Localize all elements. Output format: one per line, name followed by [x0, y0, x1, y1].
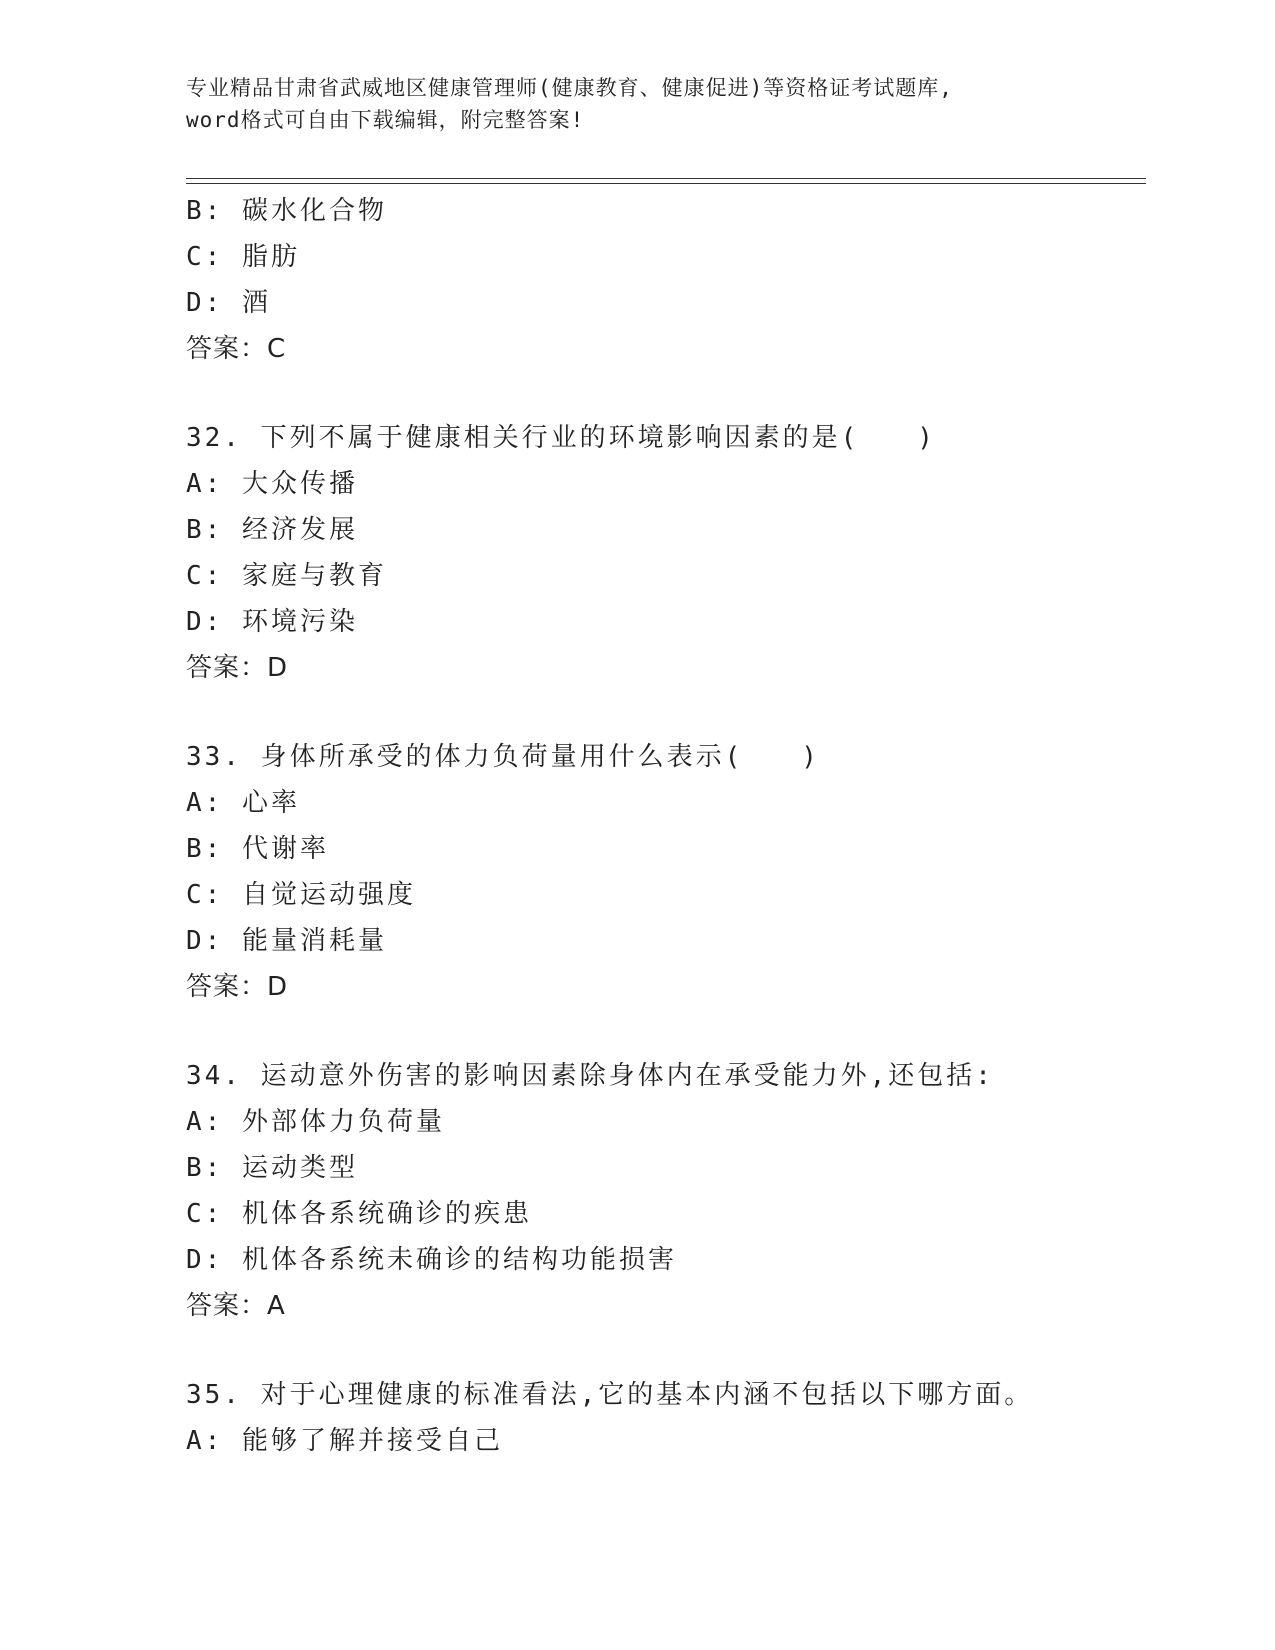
- option-a: A: 心率: [186, 788, 300, 818]
- header-divider-top: [186, 178, 1146, 179]
- question-stem: 35. 对于心理健康的标准看法,它的基本内涵不包括以下哪方面。: [186, 1380, 1034, 1410]
- question-stem: 34. 运动意外伤害的影响因素除身体内在承受能力外,还包括:: [186, 1061, 994, 1091]
- question-stem: 33. 身体所承受的体力负荷量用什么表示( ): [186, 742, 820, 772]
- option-b: B: 碳水化合物: [186, 196, 387, 226]
- answer-line: 答案：A: [186, 1291, 286, 1321]
- answer-line: 答案：D: [186, 972, 289, 1002]
- option-b: B: 代谢率: [186, 834, 329, 864]
- question-block-35: [186, 1372, 1146, 1464]
- option-a: A: 能够了解并接受自己: [186, 1426, 503, 1456]
- question-block-33: [186, 734, 1146, 1010]
- option-b: B: 运动类型: [186, 1153, 358, 1183]
- question-block-34: [186, 1053, 1146, 1329]
- option-d: D: 能量消耗量: [186, 926, 387, 956]
- header-line-1: 专业精品甘肃省武威地区健康管理师(健康教育、健康促进)等资格证考试题库,: [186, 76, 953, 100]
- question-block-32: [186, 415, 1146, 691]
- option-c: C: 机体各系统确诊的疾患: [186, 1199, 532, 1229]
- option-a: A: 外部体力负荷量: [186, 1107, 445, 1137]
- answer-line: 答案：C: [186, 334, 287, 364]
- option-c: C: 脂肪: [186, 242, 300, 272]
- option-c: C: 家庭与教育: [186, 561, 387, 591]
- option-a: A: 大众传播: [186, 469, 358, 499]
- option-c: C: 自觉运动强度: [186, 880, 416, 910]
- header-divider-bottom: [186, 183, 1146, 184]
- option-d: D: 酒: [186, 288, 271, 318]
- question-stem: 32. 下列不属于健康相关行业的环境影响因素的是( ): [186, 423, 936, 453]
- header-line-2: word格式可自由下载编辑，附完整答案!: [186, 108, 585, 132]
- option-d: D: 环境污染: [186, 607, 358, 637]
- option-d: D: 机体各系统未确诊的结构功能损害: [186, 1245, 677, 1275]
- option-b: B: 经济发展: [186, 515, 358, 545]
- document-header: [186, 72, 1146, 136]
- answer-line: 答案：D: [186, 653, 289, 683]
- question-block-31-partial: [186, 188, 1146, 372]
- question-content: [186, 188, 1146, 1464]
